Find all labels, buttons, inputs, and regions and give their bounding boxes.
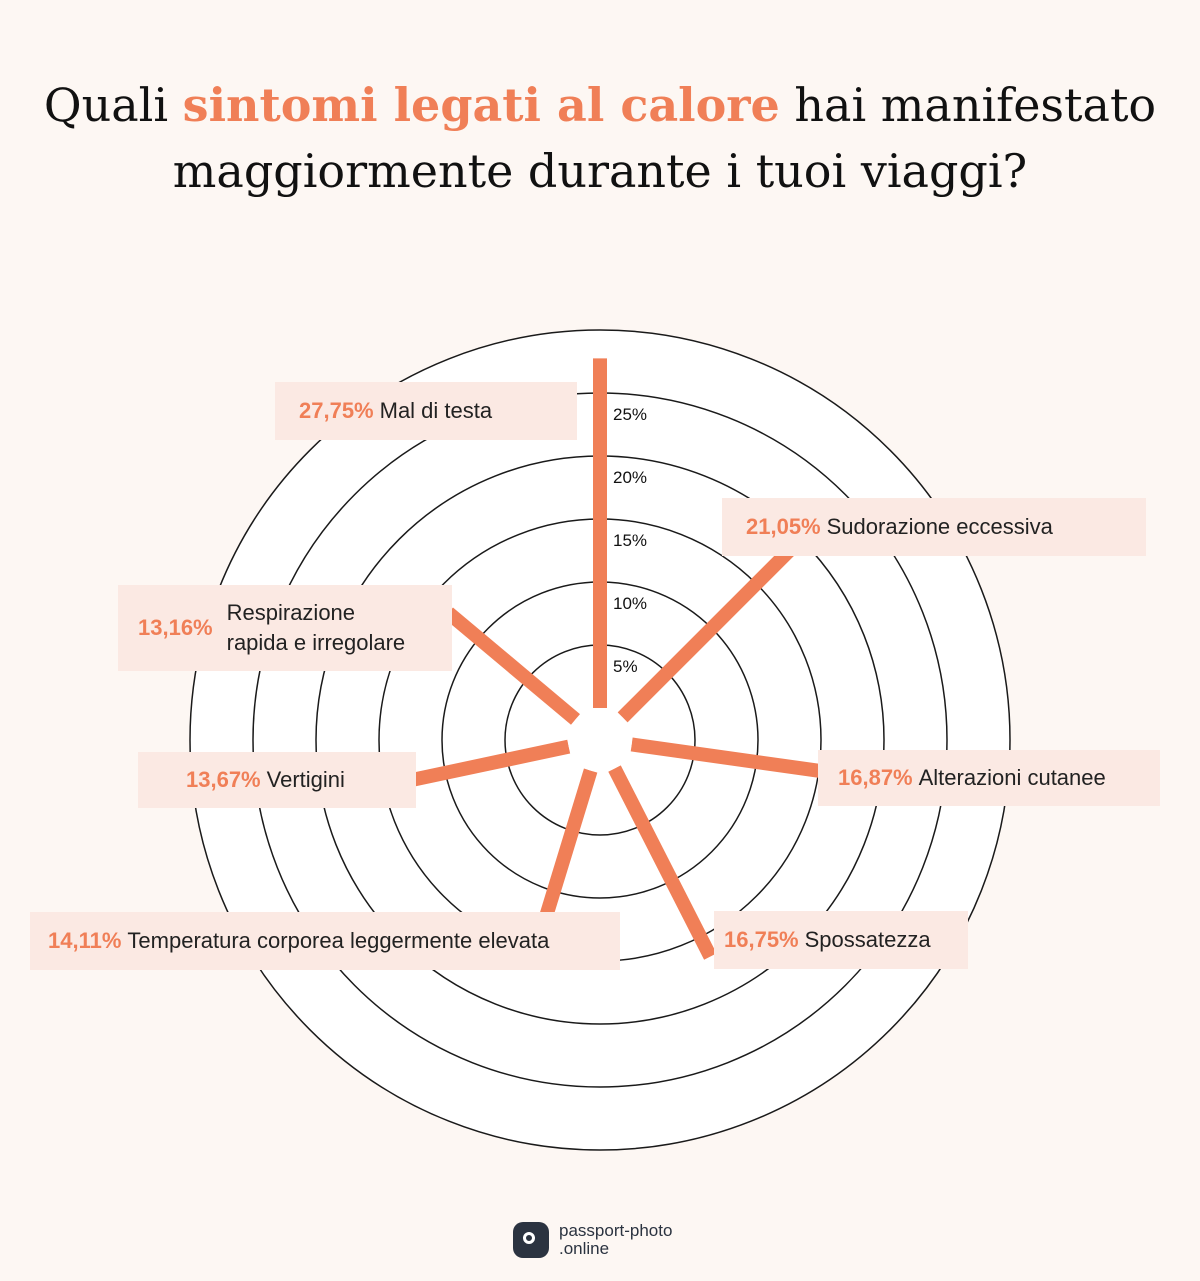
camera-icon: [513, 1222, 549, 1258]
label-percent: 16,87%: [838, 765, 913, 790]
label-percent: 13,16%: [138, 615, 213, 640]
label-mal-di-testa: [275, 382, 577, 440]
label-spossatezza: [714, 911, 968, 969]
label-percent: 13,67%: [186, 767, 261, 792]
brand-name: passport-photo .online: [559, 1221, 673, 1258]
tick-label-5: 5%: [613, 657, 638, 676]
label-text: Sudorazione eccessiva: [826, 514, 1053, 539]
center-hole: [568, 708, 632, 772]
label-percent: 21,05%: [746, 514, 821, 539]
tick-label-25: 25%: [613, 405, 648, 424]
label-percent: 16,75%: [724, 927, 799, 952]
label-text: Respirazione rapida e irregolare: [226, 600, 406, 655]
label-text: Spossatezza: [804, 927, 931, 952]
label-temperatura-corporea: [30, 912, 620, 970]
label-sudorazione-eccessiva: [722, 498, 1146, 556]
label-text: Vertigini: [266, 767, 345, 792]
brand-logo: [513, 1222, 672, 1258]
label-percent: 14,11%: [48, 928, 122, 953]
title-highlight: sintomi legati al calore: [182, 78, 780, 132]
tick-label-20: 20%: [613, 468, 648, 487]
label-percent: 27,75%: [299, 398, 374, 423]
label-text: Alterazioni cutanee: [918, 765, 1106, 790]
tick-label-10: 10%: [613, 594, 648, 613]
label-text: Temperatura corporea leggermente elevata: [127, 928, 550, 953]
tick-label-15: 15%: [613, 531, 648, 550]
chart-title: Quali sintomi legati al calore hai manifestato maggiormente durante i tuoi viaggi?: [43, 78, 1157, 198]
label-vertigini: [138, 752, 416, 808]
label-alterazioni-cutanee: [818, 750, 1160, 806]
label-respirazione-rapida: [118, 585, 452, 671]
label-text: Mal di testa: [379, 398, 493, 423]
